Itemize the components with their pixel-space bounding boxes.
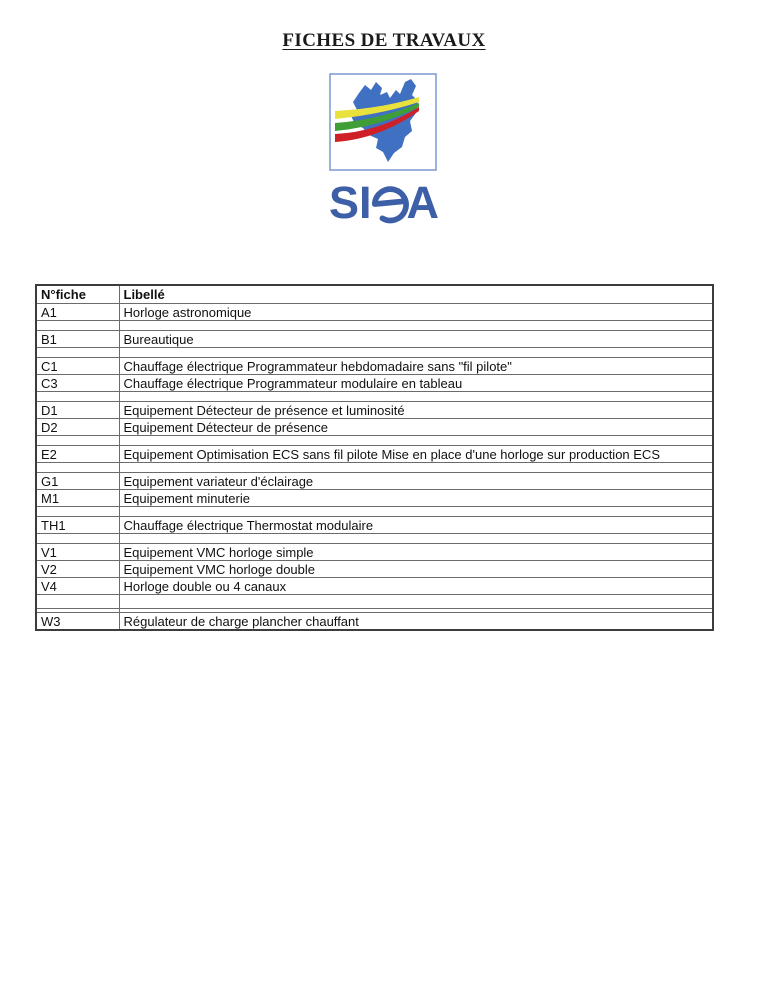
fiche-code-cell: C1 xyxy=(36,358,119,375)
fiche-label-cell: Equipement Optimisation ECS sans fil pilote Mise en place d'une horloge sur production ECS xyxy=(119,446,713,463)
fiche-code-cell xyxy=(36,507,119,517)
fiche-code-cell: M1 xyxy=(36,490,119,507)
siea-logo xyxy=(329,73,437,171)
table-spacer-row xyxy=(36,436,713,446)
fiche-code-cell: V4 xyxy=(36,578,119,595)
wordmark-si: SI xyxy=(328,177,372,228)
page-title: FICHES DE TRAVAUX xyxy=(282,30,486,51)
fiche-label-cell: Chauffage électrique Programmateur hebdomadaire sans "fil pilote" xyxy=(119,358,713,375)
fiche-label-cell: Equipement variateur d'éclairage xyxy=(119,473,713,490)
fiche-label-cell xyxy=(119,507,713,517)
fiche-label-cell xyxy=(119,595,713,609)
wordmark-stylized-e-icon xyxy=(371,183,409,227)
wordmark-a: A xyxy=(406,177,440,228)
table-spacer-row xyxy=(36,507,713,517)
siea-wordmark xyxy=(0,177,768,234)
table-row xyxy=(36,331,713,348)
table-row xyxy=(36,473,713,490)
fiche-code-cell: E2 xyxy=(36,446,119,463)
fiches-table-container xyxy=(35,284,714,631)
table-row xyxy=(36,446,713,463)
fiche-label-cell: Chauffage électrique Thermostat modulaire xyxy=(119,517,713,534)
table-spacer-row xyxy=(36,463,713,473)
fiche-code-cell: TH1 xyxy=(36,517,119,534)
table-row xyxy=(36,358,713,375)
table-row xyxy=(36,402,713,419)
fiche-code-cell xyxy=(36,321,119,331)
fiche-label-cell: Equipement VMC horloge simple xyxy=(119,544,713,561)
fiche-code-cell xyxy=(36,595,119,609)
fiche-code-cell xyxy=(36,436,119,446)
fiche-label-cell: Equipement minuterie xyxy=(119,490,713,507)
table-row xyxy=(36,490,713,507)
fiche-code-cell xyxy=(36,463,119,473)
fiche-label-cell xyxy=(119,463,713,473)
fiche-code-cell: C3 xyxy=(36,375,119,392)
table-spacer-row xyxy=(36,392,713,402)
fiche-code-cell: G1 xyxy=(36,473,119,490)
table-row xyxy=(36,561,713,578)
table-body xyxy=(36,304,713,631)
fiche-code-cell xyxy=(36,348,119,358)
table-header-row xyxy=(36,285,713,304)
table-row xyxy=(36,304,713,321)
fiche-code-cell: V2 xyxy=(36,561,119,578)
header-cell-libelle: Libellé xyxy=(119,285,713,304)
header-cell-fiche-number: N°fiche xyxy=(36,285,119,304)
fiche-label-cell: Horloge astronomique xyxy=(119,304,713,321)
logo-map-icon xyxy=(329,73,437,171)
fiche-label-cell xyxy=(119,436,713,446)
fiche-label-cell: Horloge double ou 4 canaux xyxy=(119,578,713,595)
fiche-label-cell: Bureautique xyxy=(119,331,713,348)
fiche-label-cell xyxy=(119,348,713,358)
table-spacer-row xyxy=(36,321,713,331)
fiche-code-cell: A1 xyxy=(36,304,119,321)
table-row xyxy=(36,578,713,595)
fiche-label-cell xyxy=(119,534,713,544)
fiche-code-cell xyxy=(36,534,119,544)
table-row xyxy=(36,613,713,631)
fiches-table xyxy=(35,284,714,631)
fiche-label-cell: Régulateur de charge plancher chauffant xyxy=(119,613,713,631)
table-row xyxy=(36,375,713,392)
fiche-label-cell xyxy=(119,321,713,331)
table-spacer-row xyxy=(36,348,713,358)
fiche-code-cell: D2 xyxy=(36,419,119,436)
fiche-code-cell: V1 xyxy=(36,544,119,561)
table-spacer-row xyxy=(36,534,713,544)
fiche-label-cell: Equipement Détecteur de présence xyxy=(119,419,713,436)
table-row xyxy=(36,517,713,534)
fiche-label-cell: Equipement Détecteur de présence et luminosité xyxy=(119,402,713,419)
e-bar xyxy=(374,201,404,204)
fiche-label-cell: Chauffage électrique Programmateur modulaire en tableau xyxy=(119,375,713,392)
table-row xyxy=(36,419,713,436)
table-row xyxy=(36,544,713,561)
fiche-code-cell: D1 xyxy=(36,402,119,419)
fiche-code-cell: W3 xyxy=(36,613,119,631)
fiche-label-cell xyxy=(119,392,713,402)
table-spacer-row xyxy=(36,595,713,609)
fiche-code-cell xyxy=(36,392,119,402)
fiche-code-cell: B1 xyxy=(36,331,119,348)
fiche-label-cell: Equipement VMC horloge double xyxy=(119,561,713,578)
